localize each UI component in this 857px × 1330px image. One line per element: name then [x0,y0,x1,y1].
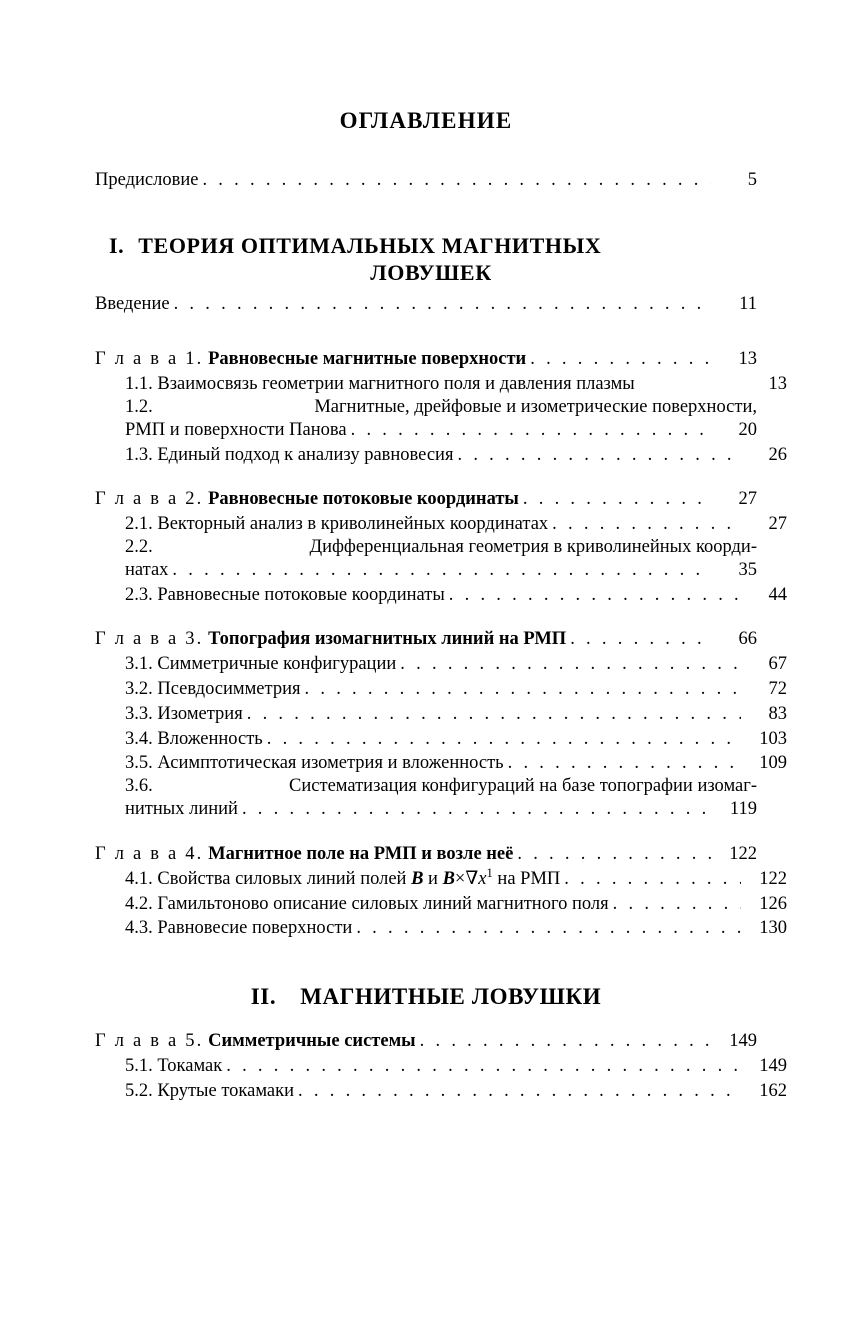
chapter-group-1 [95,347,787,467]
chapter-word: Г л а в а 5. [95,1031,204,1052]
dot-leader [508,751,741,776]
dot-leader [267,727,741,752]
page-title: ОГЛАВЛЕНИЕ [339,108,513,133]
toc-entry-section[interactable] [95,677,787,702]
toc-entry-page: 149 [759,1055,787,1076]
dot-leader [564,867,741,892]
chapter-group-2 [95,487,787,607]
part-number: I. [109,232,125,258]
chapter-group-4 [95,842,787,941]
section-title: Равновесие поверхности [157,918,353,939]
toc-entry-page: 122 [729,843,757,864]
toc-entry-section[interactable] [95,443,787,468]
section-number: 3.4. [125,728,153,749]
section-title: Токамак [157,1055,223,1076]
chapter-title: Магнитное поле на РМП и возле неё [208,843,514,864]
section-title: Гамильтоново описание силовых линий магнитного поля [157,893,609,914]
toc-entry-section[interactable] [95,916,787,941]
chapter-word: Г л а в а 1. [95,349,204,370]
toc-entry-page: 119 [729,799,757,820]
section-number: 2.1. [125,514,153,535]
toc-entry-section[interactable] [95,867,787,892]
part-title-line1: ТЕОРИЯ ОПТИМАЛЬНЫХ МАГНИТНЫХ [138,232,602,258]
chapter-title: Симметричные системы [208,1031,416,1052]
section-line [125,418,757,443]
section-title-line2: натах [125,559,169,580]
section-number: 1.3. [125,444,153,465]
section-title: Асимптотическая изометрия и вложенность [157,753,504,774]
toc-entry-section[interactable] [95,751,787,776]
part-heading-1 [95,233,757,287]
toc-entry-section[interactable] [95,702,787,727]
section-title-line1: Систематизация конфигураций на базе топографии изомаг- [289,776,757,797]
dot-leader [523,487,711,512]
chapter-title: Топография изомагнитных линий на РМП [208,629,567,650]
section-line [125,797,757,822]
dot-leader [174,292,711,317]
chapter-word: Г л а в а 2. [95,489,204,510]
toc-entry-chapter[interactable] [95,1029,757,1054]
toc-entry-page: 11 [739,294,757,315]
section-title-math: Свойства силовых линий полей B и $B\times\nabla x^1$ на РМП [157,865,561,889]
section-title: Симметричные конфигурации [157,654,397,675]
toc-entry-section[interactable] [95,652,787,677]
chapter-word: Г л а в а 4. [95,843,204,864]
dot-leader [570,627,711,652]
chapter-title: Равновесные потоковые координаты [208,489,519,510]
part-title-line1: МАГНИТНЫЕ ЛОВУШКИ [300,984,602,1010]
section-line [125,397,757,418]
section-number: 3.3. [125,703,153,724]
part-heading-2 [95,983,757,1011]
section-title-line2: РМП и поверхности Панова [125,419,347,440]
toc-entry-page: 35 [738,559,757,580]
section-number: 1.2. [125,396,153,417]
dot-leader [247,702,741,727]
toc-entry-page: 66 [738,629,757,650]
toc-entry-page: 13 [768,374,787,394]
toc-entry-page: 27 [768,514,787,535]
dot-leader [517,842,711,867]
dot-leader [226,1054,741,1079]
toc-entry-chapter[interactable] [95,347,757,372]
toc-entry-label: Введение [95,294,170,315]
toc-entry-section[interactable] [95,512,787,537]
toc-entry-chapter[interactable] [95,487,757,512]
toc-entry-page: 83 [768,703,787,724]
section-number: 5.2. [125,1080,153,1101]
section-line [125,537,757,558]
toc-entry-section[interactable] [95,892,787,917]
toc-entry-page: 109 [759,753,787,774]
section-number: 3.6. [125,776,153,797]
section-title: Крутые токамаки [157,1080,295,1101]
section-number: 2.2. [125,536,153,557]
section-line [125,558,757,583]
toc-entry-page: 5 [747,170,757,190]
chapter-word: Г л а в а 3. [95,629,204,650]
toc-entry-page: 27 [738,489,757,510]
toc-entry-page: 44 [768,584,787,605]
section-number: 5.1. [125,1055,153,1076]
toc-entry-section[interactable] [95,372,787,397]
toc-entry-page: 149 [729,1031,757,1052]
toc-entry-introduction[interactable] [95,292,757,317]
section-number: 3.2. [125,679,153,700]
toc-entry-page: 26 [768,444,787,465]
section-title-line1: Дифференциальная геометрия в криволинейных коорди- [309,536,757,557]
dot-leader [552,512,741,537]
toc-entry-section[interactable] [95,397,757,443]
dot-leader [242,797,711,822]
section-line [125,776,757,797]
toc-entry-page: 20 [738,419,757,440]
dot-leader [420,1029,711,1054]
section-title: Взаимосвязь геометрии магнитного поля и давления плазмы [157,374,635,394]
section-number: 1.1. [125,374,153,394]
section-title-line1: Магнитные, дрейфовые и изометрические поверхности, [314,396,757,417]
part-number: II. [250,984,277,1010]
toc-entry-section[interactable] [95,583,787,608]
dot-leader [530,347,711,372]
toc-entry-page: 67 [768,654,787,675]
part-title-line2: ЛОВУШЕК [370,259,492,285]
section-title: Вложенность [157,728,263,749]
chapter-title: Равновесные магнитные поверхности [208,349,527,370]
dot-leader [305,677,742,702]
dot-leader [356,916,741,941]
dot-leader [298,1079,741,1104]
toc-entry-chapter[interactable] [95,842,757,867]
chapter-group-3 [95,627,787,821]
toc-entry-chapter[interactable] [95,627,757,652]
section-title: Векторный анализ в криволинейных координатах [157,514,549,535]
section-number: 2.3. [125,584,153,605]
dot-leader [613,892,741,917]
toc-entry-label: Предисловие [95,170,199,190]
section-title: Единый подход к анализу равновесия [157,444,454,465]
section-number: 4.3. [125,918,153,939]
section-title-line2: нитных линий [125,799,238,820]
dot-leader [202,168,711,193]
toc-entry-section[interactable] [95,537,757,583]
section-title: Изометрия [157,703,243,724]
dot-leader [351,418,711,443]
section-number: 3.1. [125,654,153,675]
section-title: Равновесные потоковые координаты [157,584,445,605]
dot-leader [400,652,741,677]
dot-leader [449,583,741,608]
toc-content [95,108,787,1123]
chapter-group-5 [95,1029,787,1103]
toc-entry-page: 130 [759,918,787,939]
toc-entry-page: 122 [759,868,787,889]
section-title: Псевдосимметрия [157,679,301,700]
section-number: 4.2. [125,893,153,914]
toc-entry-page: 13 [738,349,757,370]
toc-entry-section[interactable] [95,727,787,752]
toc-entry-section[interactable] [95,1054,787,1079]
toc-entry-page: 126 [759,893,787,914]
toc-entry-section[interactable] [95,1079,787,1104]
dot-leader [172,558,711,583]
toc-entry-page: 162 [759,1080,787,1101]
section-number: 4.1. [125,868,153,889]
toc-entry-section[interactable] [95,776,757,822]
toc-entry-page: 103 [759,728,787,749]
toc-entry-page: 72 [768,679,787,700]
toc-entry-preface[interactable] [95,168,757,193]
section-number: 3.5. [125,753,153,774]
dot-leader [457,443,741,468]
